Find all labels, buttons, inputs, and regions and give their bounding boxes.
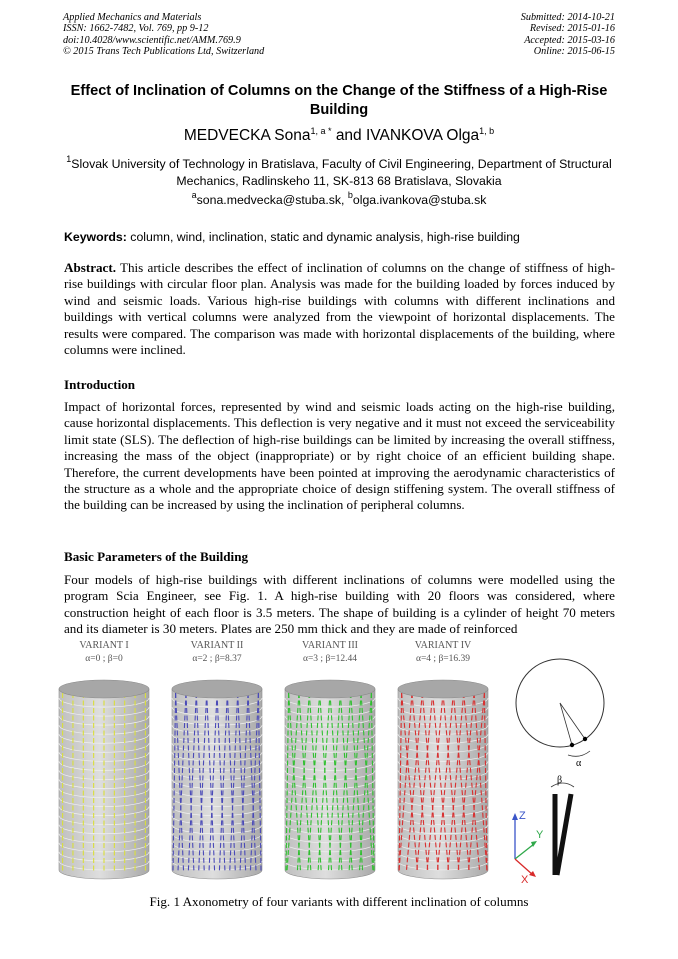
y-axis [515,844,534,859]
affiliation-text: Slovak University of Technology in Bratislava, Faculty of Civil Engineering, Department of Structural Mechanics, Radlinskeho 11, SK-813 68 Bratislava, Slovakia [71,157,612,188]
email-b: olga.ivankova@stuba.sk [352,193,487,207]
keywords [64,230,616,244]
issn: ISSN: 1662-7482, Vol. 769, pp 9-12 [63,23,209,35]
author-emails [60,190,618,207]
author-line [60,127,618,145]
author-2: IVANKOVA Olga [366,127,480,144]
journal-name: Applied Mechanics and Materials [63,12,202,23]
author-2-sup: 1, b [479,126,495,136]
basic-parameters-heading: Basic Parameters of the Building [64,549,249,564]
cylinder-roof [398,680,488,698]
journal-header-left [63,12,264,57]
building-variant-4 [398,640,488,879]
building-variant-2 [172,640,262,879]
cylinder-body [172,689,262,879]
variant-params: α=2 ; β=8.37 [192,654,242,664]
affiliation-sup: 1 [66,154,72,164]
affiliation [60,156,618,190]
copyright: © 2015 Trans Tech Publications Ltd, Switzerland [63,45,265,57]
email-a-sup: a [191,190,197,200]
paper-title: Effect of Inclination of Columns on the Change of the Stiffness of a High-Rise Building [70,83,608,118]
introduction-heading: Introduction [64,377,136,392]
introduction-text: Impact of horizontal forces, represented by wind and seismic loads acting on the high-rise building, cause horizontal displacements. This deflection is very negative and it must not exceed the serviceability limit state (SLS). The deflection of high-rise buildings can be limited by increasing the overall stiffness, increasing the mass of the object (inappropriate) or by right choice of an efficient building shape. Therefore, the current developments have been pointed at improving the aerodynamic characteristics of the structure as a whole and the appropriate choice of design stiffening system. The overall stiffness of the building can be increased by using the inclination of peripheral columns. [64,399,615,513]
doi: doi:10.4028/www.scientific.net/AMM.769.9 [63,34,241,46]
variant-params: α=4 ; β=16.39 [415,654,471,664]
building-variant-1 [59,640,149,879]
variant-params: α=3 ; β=12.44 [302,654,358,664]
inclined-column [557,794,571,875]
column-elevation-diagram [551,775,574,875]
building-variant-3 [285,640,375,879]
variant-params: α=0 ; β=0 [85,654,123,664]
plan-point-1 [570,743,574,747]
plan-radius-1 [560,703,572,745]
author-1: MEDVECKA Sona [183,127,311,144]
cylinder-roof [59,680,149,698]
accepted-date: Accepted: 2015-03-16 [524,34,615,46]
building-variants [59,640,488,879]
submitted-date: Submitted: 2014-10-21 [520,12,615,23]
cylinder-roof [285,680,375,698]
journal-header-right [521,12,615,57]
author-1-sup: 1, a * [310,126,332,136]
variant-title: VARIANT III [301,640,359,651]
figure-caption: Fig. 1 Axonometry of four variants with different inclination of columns [149,894,529,909]
cylinder-roof [172,680,262,698]
email-a: sona.medvecka@stuba.sk, [196,193,345,207]
author-connector: and [335,127,362,144]
axis-triad [512,810,544,886]
variant-title: VARIANT I [79,640,129,651]
revised-date: Revised: 2015-01-16 [529,23,615,35]
online-date: Online: 2015-06-15 [533,45,615,57]
figure-1 [58,637,620,887]
abstract [64,260,615,358]
cylinder-body [398,689,488,879]
beta-label: β [557,775,563,786]
beta-arc [551,783,574,787]
z-axis-arrow [512,813,518,820]
keywords-text: column, wind, inclination, static and dynamic analysis, high-rise building [130,230,520,244]
alpha-arc [568,751,590,756]
alpha-label: α [576,758,582,769]
plan-radius-2 [560,703,585,739]
x-axis-label: X [521,874,529,886]
abstract-text: This article describes the effect of inclination of columns on the change of stiffness of high-rise buildings with circular floor plan. Analysis was made for the building loaded by forces induced by wind and seismic loads. Various high-rise buildings with columns with different inclinations and buildings with vertical columns were analyzed from the viewpoint of horizontal displacements. The results were compared. The comparison was made with horizontal displacements of the building, where columns were inclined. [64,260,615,358]
variant-title: VARIANT II [190,640,244,651]
keywords-label: Keywords: [64,230,127,244]
y-axis-label: Y [536,829,544,841]
floor-plan-diagram [516,659,604,769]
x-axis [515,859,533,875]
plan-point-2 [583,737,587,741]
abstract-label: Abstract. [64,260,116,275]
email-b-sup: b [347,190,353,200]
variant-title: VARIANT IV [414,640,472,651]
z-axis-label: Z [519,810,526,822]
basic-parameters-text: Four models of high-rise buildings with different inclinations of columns were modelled using the program Scia Engineer, see Fig. 1. A high-rise building with 20 floors was considered, where construction height of each floor is 3.5 meters. The shape of building is a cylinder of height 70 meters and its diameter is 30 meters. Plates are 250 mm thick and they are made of reinforced [64,572,615,637]
